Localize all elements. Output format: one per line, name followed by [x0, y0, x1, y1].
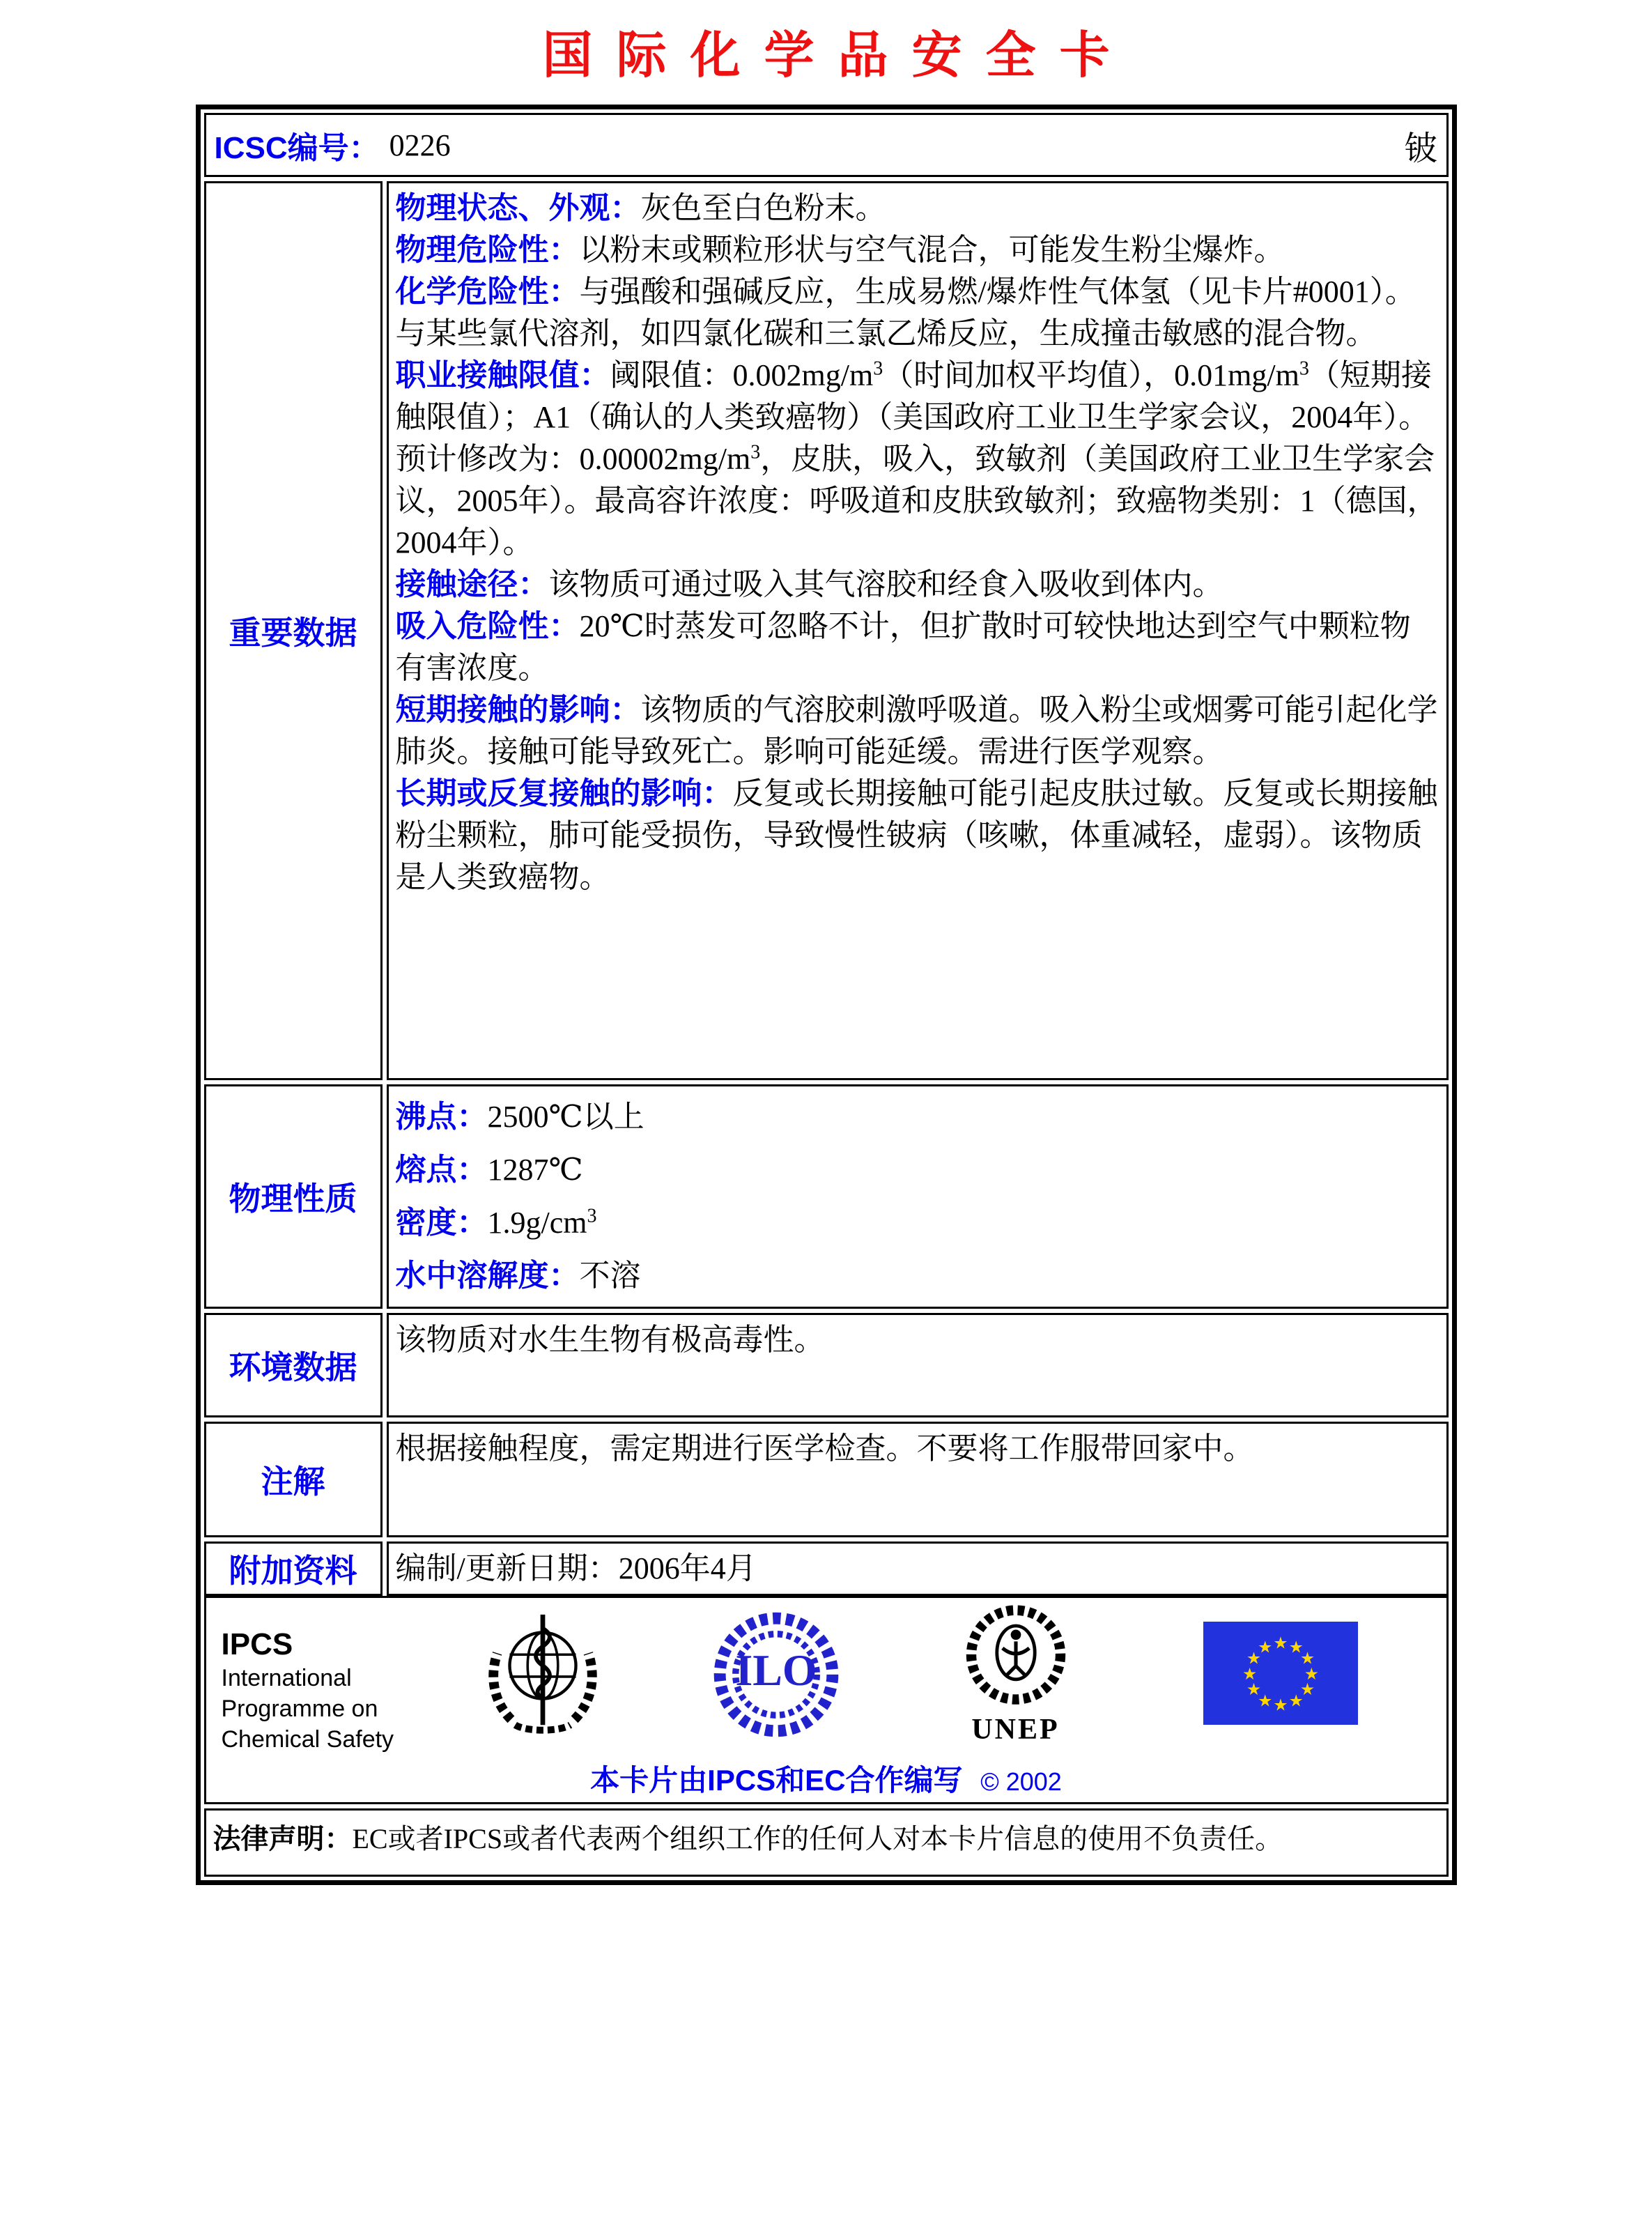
section-row-environmental-data [204, 1313, 1449, 1417]
icsc-number-value: 0226 [389, 128, 451, 162]
footer-copyright: © 2002 [980, 1767, 1062, 1797]
section-label-physical-properties: 物理性质 [229, 1181, 357, 1217]
section-content-environmental-data [387, 1313, 1449, 1417]
field-label: 职业接触限值： [395, 358, 610, 392]
icsc-number-label: ICSC编号： [214, 131, 380, 165]
paragraph [396, 355, 1439, 564]
section-label-notes: 注解 [261, 1463, 325, 1500]
paragraph [396, 1144, 1439, 1197]
field-text: 与强酸和强碱反应，生成易燃/爆炸性气体氢（见卡片#0001）。与某些氯代溶剂，如四氯化碳和三氯乙烯反应，生成撞击敏感的混合物。 [395, 275, 1416, 351]
svg-text:★: ★ [1246, 1648, 1261, 1668]
section-row-notes [204, 1422, 1449, 1537]
logos-line [206, 1604, 1446, 1755]
eu-flag [1203, 1622, 1359, 1728]
paragraph [396, 1428, 1439, 1470]
paragraph [396, 1319, 1439, 1361]
svg-text:★: ★ [1288, 1637, 1304, 1657]
field-label: 水中溶解度： [395, 1259, 580, 1293]
sections-container [204, 181, 1449, 1596]
superscript: 3 [750, 441, 761, 463]
superscript: 3 [1299, 358, 1309, 380]
paragraph [396, 229, 1439, 271]
section-row-important-data [204, 181, 1449, 1080]
header-row [204, 113, 1449, 177]
field-text: 反复或长期接触可能引起皮肤过敏。反复或长期接触粉尘颗粒，肺可能受损伤，导致慢性铍病（咳嗽，体重减轻，虚弱）。该物质是人类致癌物。 [395, 776, 1438, 894]
logos-cell [204, 1596, 1449, 1804]
section-content-additional-info [387, 1542, 1449, 1596]
section-row-physical-properties [204, 1084, 1449, 1309]
section-label-cell-environmental-data [204, 1313, 383, 1417]
footer-caption: 本卡片由IPCS和EC合作编写 [590, 1764, 963, 1797]
footer-caption-line [206, 1758, 1446, 1799]
field-text: 该物质的气溶胶刺激呼吸道。吸入粉尘或烟雾可能引起化学肺炎。接触可能导致死亡。影响可能延缓。需进行医学观察。 [395, 693, 1438, 769]
svg-text:★: ★ [1242, 1663, 1257, 1684]
legal-text: EC或者IPCS或者代表两个组织工作的任何人对本卡片信息的使用不负责任。 [352, 1823, 1283, 1855]
field-text: 阈限值：0.002mg/m [610, 358, 874, 392]
svg-text:★: ★ [1299, 1679, 1315, 1700]
field-label: 吸入危险性： [395, 609, 580, 643]
section-label-additional-info: 附加资料 [229, 1553, 357, 1589]
field-text: 编制/更新日期：2006年4月 [395, 1551, 757, 1585]
legal-cell [204, 1808, 1449, 1877]
field-text: 1287℃ [487, 1153, 583, 1187]
svg-text:★: ★ [1304, 1663, 1319, 1684]
field-text: 该物质可通过吸入其气溶胶和经食入吸收到体内。 [548, 567, 1223, 601]
svg-text:★: ★ [1246, 1679, 1261, 1700]
section-label-cell-additional-info [204, 1542, 383, 1596]
unep-logo [946, 1604, 1086, 1746]
ilo-logo [711, 1609, 842, 1744]
legal-label: 法律声明： [213, 1824, 353, 1855]
svg-text:★: ★ [1299, 1648, 1315, 1668]
section-content-important-data [387, 181, 1449, 1080]
field-text: ，皮肤，吸入，致敏剂（美国政府工业卫生学家会议，2005年）。最高容许浓度：呼吸道和皮肤致敏剂；致癌物类别：1（德国，2004年）。 [395, 442, 1438, 560]
field-label: 熔点： [395, 1153, 488, 1187]
field-text: （短期接触限值）；A1（确认的人类致癌物）（美国政府工业卫生学家会议，2004年）。预计修改为：0.00002mg/m [395, 358, 1432, 476]
field-label: 沸点： [395, 1100, 488, 1134]
svg-text:★: ★ [1272, 1695, 1288, 1715]
paragraph [396, 564, 1439, 606]
paragraph [396, 1250, 1439, 1302]
paragraph [396, 773, 1439, 898]
section-content-notes [387, 1422, 1449, 1537]
field-text: 不溶 [579, 1259, 641, 1293]
ipcs-line-2: Programme on [221, 1695, 378, 1722]
field-text: 1.9g/cm [487, 1206, 587, 1240]
section-label-cell-important-data [204, 181, 383, 1080]
field-label: 物理状态、外观： [395, 191, 641, 225]
field-label: 物理危险性： [395, 233, 580, 267]
who-logo [474, 1604, 612, 1745]
field-text: 以粉末或颗粒形状与空气混合，可能发生粉尘爆炸。 [579, 233, 1285, 267]
field-text: 2500℃以上 [487, 1100, 644, 1134]
paragraph [396, 606, 1439, 689]
ipcs-line-1: International [221, 1664, 352, 1691]
section-content-physical-properties [387, 1084, 1449, 1309]
paragraph [396, 187, 1439, 229]
field-label: 密度： [395, 1206, 488, 1240]
legal-row [204, 1808, 1449, 1877]
svg-text:★: ★ [1257, 1637, 1272, 1657]
field-label: 短期接触的影响： [395, 693, 641, 727]
paragraph [396, 689, 1439, 773]
section-label-cell-notes [204, 1422, 383, 1537]
ipcs-acronym: IPCS [221, 1627, 293, 1661]
ipcs-line-3: Chemical Safety [221, 1725, 394, 1753]
chemical-name: 铍 [1404, 130, 1438, 167]
ipcs-text-block [222, 1627, 431, 1755]
header-cell [204, 113, 1449, 177]
section-label-cell-physical-properties [204, 1084, 383, 1309]
paragraph [396, 1091, 1439, 1144]
field-label: 长期或反复接触的影响： [395, 776, 733, 810]
superscript: 3 [587, 1205, 597, 1227]
paragraph [396, 1197, 1439, 1250]
paragraph [396, 1548, 1439, 1590]
field-text: 该物质对水生生物有极高毒性。 [395, 1323, 825, 1357]
section-row-additional-info [204, 1542, 1449, 1596]
page-title: 国际化学品安全卡 [542, 28, 1134, 84]
field-label: 化学危险性： [395, 275, 580, 309]
superscript: 3 [873, 358, 883, 380]
logos-row [204, 1596, 1449, 1804]
field-text: 灰色至白色粉末。 [640, 191, 886, 225]
paragraph [396, 271, 1439, 355]
field-label: 接触途径： [395, 567, 549, 601]
section-label-important-data: 重要数据 [229, 615, 357, 651]
unep-label: UNEP [971, 1714, 1060, 1746]
field-text: 根据接触程度，需定期进行医学检查。不要将工作服带回家中。 [395, 1431, 1254, 1466]
section-label-environmental-data: 环境数据 [229, 1349, 357, 1385]
svg-text:★: ★ [1257, 1691, 1272, 1711]
svg-text:★: ★ [1288, 1691, 1304, 1711]
card-table [196, 105, 1457, 1885]
svg-text:ILO: ILO [734, 1645, 817, 1696]
field-text: （时间加权平均值），0.01mg/m [883, 358, 1299, 392]
svg-text:★: ★ [1272, 1633, 1288, 1653]
field-text: 20℃时蒸发可忽略不计，但扩散时可较快地达到空气中颗粒物有害浓度。 [395, 609, 1411, 685]
